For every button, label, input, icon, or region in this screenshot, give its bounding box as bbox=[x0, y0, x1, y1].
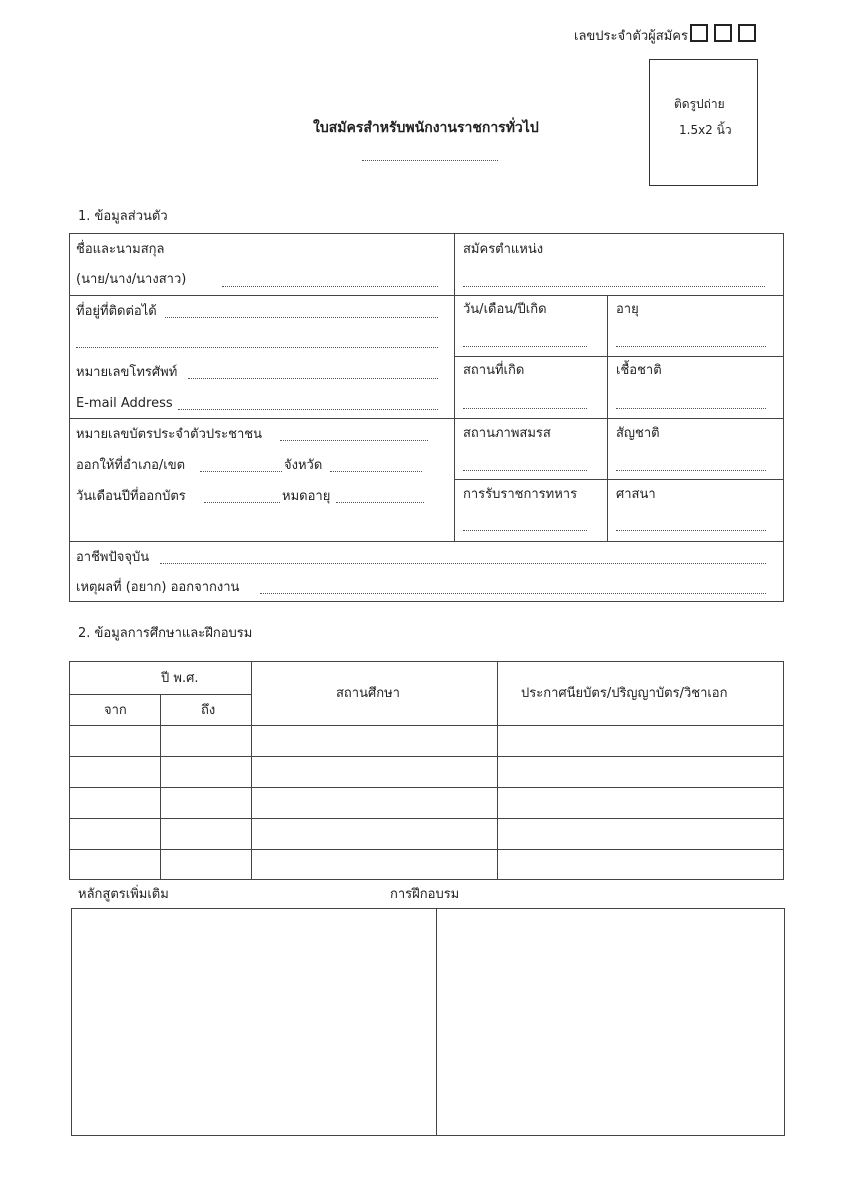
photo-label-line2: 1.5x2 นิ้ว bbox=[679, 123, 732, 137]
table-row[interactable] bbox=[70, 757, 783, 787]
marital-label: สถานภาพสมรส bbox=[463, 426, 551, 441]
training-label: การฝึกอบรม bbox=[390, 887, 460, 902]
training-textarea[interactable] bbox=[437, 909, 784, 1135]
applicant-number-box-3[interactable] bbox=[738, 24, 756, 42]
birthplace-field[interactable] bbox=[463, 408, 587, 409]
email-field[interactable] bbox=[178, 409, 438, 410]
row-divider bbox=[69, 418, 784, 419]
address-label: ที่อยู่ที่ติดต่อได้ bbox=[76, 304, 157, 319]
prefix-label: (นาย/นาง/นางสาว) bbox=[76, 272, 187, 287]
row-divider bbox=[454, 356, 784, 357]
year-header: ปี พ.ศ. bbox=[161, 671, 199, 686]
form-subtitle-blank[interactable] bbox=[362, 160, 498, 161]
name-label: ชื่อและนามสกุล bbox=[76, 242, 165, 257]
row-divider bbox=[69, 694, 251, 695]
name-field[interactable] bbox=[222, 286, 438, 287]
issue-date-label: วันเดือนปีที่ออกบัตร bbox=[76, 489, 186, 504]
dob-field[interactable] bbox=[463, 346, 587, 347]
email-label: E-mail Address bbox=[76, 396, 173, 411]
position-label: สมัครตำแหน่ง bbox=[463, 242, 544, 257]
degree-header: ประกาศนียบัตร/ปริญญาบัตร/วิชาเอก bbox=[521, 686, 728, 701]
applicant-number-label: เลขประจำตัวผู้สมัคร bbox=[574, 29, 688, 44]
idcard-label: หมายเลขบัตรประจำตัวประชาชน bbox=[76, 427, 262, 442]
occupation-field[interactable] bbox=[160, 563, 766, 564]
table-row[interactable] bbox=[70, 726, 783, 756]
race-label: เชื้อชาติ bbox=[616, 363, 662, 378]
reason-field[interactable] bbox=[260, 593, 766, 594]
position-field[interactable] bbox=[463, 286, 765, 287]
from-header: จาก bbox=[104, 703, 127, 718]
table-row[interactable] bbox=[70, 819, 783, 849]
province-label: จังหวัด bbox=[284, 458, 323, 473]
row-divider bbox=[69, 541, 784, 542]
idcard-field[interactable] bbox=[280, 440, 428, 441]
race-field[interactable] bbox=[616, 408, 766, 409]
expiry-field[interactable] bbox=[336, 502, 424, 503]
applicant-number-box-2[interactable] bbox=[714, 24, 732, 42]
reason-label: เหตุผลที่ (อยาก) ออกจากงาน bbox=[76, 580, 240, 595]
issue-date-field[interactable] bbox=[204, 502, 280, 503]
col-divider bbox=[607, 295, 608, 541]
age-label: อายุ bbox=[616, 302, 639, 317]
nationality-label: สัญชาติ bbox=[616, 426, 660, 441]
nationality-field[interactable] bbox=[616, 470, 766, 471]
section2-heading: 2. ข้อมูลการศึกษาและฝึกอบรม bbox=[78, 626, 253, 641]
section1-heading: 1. ข้อมูลส่วนตัว bbox=[78, 209, 168, 224]
extra-course-label: หลักสูตรเพิ่มเติม bbox=[78, 887, 169, 902]
row-divider bbox=[454, 479, 784, 480]
table-row[interactable] bbox=[70, 788, 783, 818]
row-divider bbox=[69, 295, 784, 296]
extra-course-textarea[interactable] bbox=[72, 909, 435, 1135]
issued-district-label: ออกให้ที่อำเภอ/เขต bbox=[76, 458, 186, 473]
col-divider bbox=[454, 233, 455, 541]
dob-label: วัน/เดือน/ปีเกิด bbox=[463, 302, 547, 317]
religion-field[interactable] bbox=[616, 530, 766, 531]
birthplace-label: สถานที่เกิด bbox=[463, 363, 525, 378]
form-title: ใบสมัครสำหรับพนักงานราชการทั่วไป bbox=[313, 120, 539, 136]
applicant-number-box-1[interactable] bbox=[690, 24, 708, 42]
occupation-label: อาชีพปัจจุบัน bbox=[76, 550, 150, 565]
province-field[interactable] bbox=[330, 471, 422, 472]
table-row[interactable] bbox=[70, 850, 783, 879]
religion-label: ศาสนา bbox=[616, 487, 656, 502]
marital-field[interactable] bbox=[463, 470, 587, 471]
age-field[interactable] bbox=[616, 346, 766, 347]
to-header: ถึง bbox=[201, 703, 216, 718]
phone-label: หมายเลขโทรศัพท์ bbox=[76, 365, 178, 380]
address-field-2[interactable] bbox=[76, 347, 438, 348]
military-field[interactable] bbox=[463, 530, 587, 531]
address-field-1[interactable] bbox=[165, 317, 438, 318]
issued-district-field[interactable] bbox=[200, 471, 282, 472]
school-header: สถานศึกษา bbox=[336, 686, 400, 701]
military-label: การรับราชการทหาร bbox=[463, 487, 578, 502]
phone-field[interactable] bbox=[188, 378, 438, 379]
expiry-label: หมดอายุ bbox=[282, 489, 331, 504]
photo-label-line1: ติดรูปถ่าย bbox=[674, 97, 725, 111]
